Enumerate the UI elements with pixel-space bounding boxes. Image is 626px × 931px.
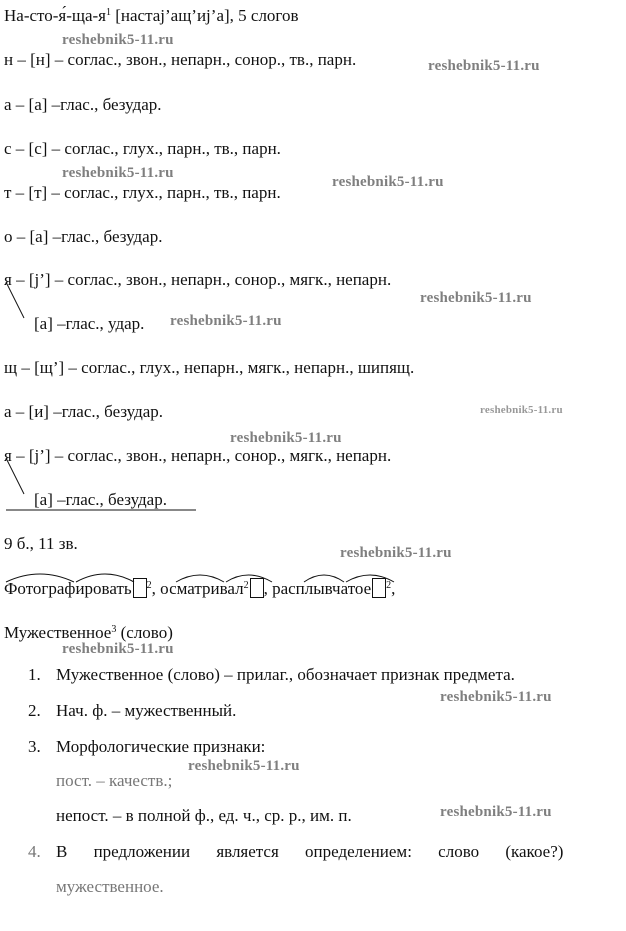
watermark: reshebnik5-11.ru — [420, 290, 532, 306]
separator: , — [263, 579, 268, 598]
morph-word: осматривал — [160, 579, 244, 598]
watermark: reshebnik5-11.ru — [332, 174, 444, 190]
item-number: 3. — [28, 737, 41, 756]
prefix-arc — [6, 574, 74, 582]
separator: , — [391, 579, 396, 598]
suffix-arc — [226, 575, 272, 582]
analysis-word: Мужественное — [4, 623, 112, 642]
footnote-1: 1 — [106, 7, 111, 18]
phonetic-line: а – [и] –глас., безудар. — [4, 402, 164, 421]
phonetic-line: а – [а] –глас., безудар. — [4, 95, 162, 114]
watermark: reshebnik5-11.ru — [480, 404, 563, 416]
phonetic-line: о – [а] –глас., безудар. — [4, 227, 163, 246]
item-text: пост. – качеств.; — [56, 771, 173, 790]
root-arc — [346, 575, 394, 582]
item-text: Морфологические признаки: — [56, 737, 266, 756]
footnote-2: 2 — [146, 580, 152, 591]
root-arc — [76, 574, 134, 582]
separator: , — [151, 579, 156, 598]
morph-word: Фотографировать — [4, 579, 132, 598]
analysis-title-rest: (слово) — [120, 623, 173, 642]
footnote-2: 2 — [386, 580, 392, 591]
word-syllables: На-сто-я́-ща-я — [4, 6, 106, 25]
item-text: Нач. ф. – мужественный. — [56, 701, 237, 720]
watermark: reshebnik5-11.ru — [62, 32, 174, 48]
watermark: reshebnik5-11.ru — [440, 804, 552, 820]
watermark: reshebnik5-11.ru — [62, 165, 174, 181]
footnote-3: 3 — [111, 624, 117, 635]
item-number: 2. — [28, 701, 41, 720]
footnote-2: 2 — [243, 580, 249, 591]
item-number: 4. — [28, 842, 41, 861]
watermark: reshebnik5-11.ru — [62, 641, 174, 657]
prefix-arc — [304, 575, 344, 582]
phonetic-line-sub: [а] –глас., удар. — [34, 314, 145, 333]
morph-word: расплывчатое — [272, 579, 372, 598]
branch-line — [6, 282, 24, 318]
summary: 9 б., 11 зв. — [4, 534, 78, 553]
phonetic-line: н – [н] – соглас., звон., непарн., сонор., тв., парн. — [4, 50, 357, 69]
watermark: reshebnik5-11.ru — [428, 58, 540, 74]
item-text: непост. – в полной ф., ед. ч., ср. р., им. п. — [56, 806, 352, 825]
watermark: reshebnik5-11.ru — [440, 689, 552, 705]
phonetic-line: т – [т] – соглас., глух., парн., тв., парн. — [4, 183, 281, 202]
item-text: мужественное. — [56, 877, 164, 896]
phonetic-line-sub: [а] –глас., безудар. — [34, 490, 167, 509]
item-number: 1. — [28, 665, 41, 684]
item-text: Мужественное (слово) – прилаг., обозначает признак предмета. — [56, 665, 515, 684]
watermark: reshebnik5-11.ru — [340, 545, 452, 561]
phonetic-line: щ – [щ’] – соглас., глух., непарн., мягк., непарн., шипящ. — [4, 358, 415, 377]
watermark: reshebnik5-11.ru — [230, 430, 342, 446]
watermark: reshebnik5-11.ru — [170, 313, 282, 329]
phonetic-line: я – [j’] – соглас., звон., непарн., сонор., мягк., непарн. — [4, 270, 392, 289]
phonetic-line: с – [с] – соглас., глух., парн., тв., парн. — [4, 139, 281, 158]
transcription: [настај’ащ’иј’а], 5 слогов — [115, 6, 299, 25]
root-arc — [176, 575, 224, 582]
branch-line — [6, 458, 24, 494]
watermark: reshebnik5-11.ru — [188, 758, 300, 774]
item-text: В предложении является определением: слово (какое?) — [56, 842, 564, 861]
phonetic-line: я – [j’] – соглас., звон., непарн., сонор., мягк., непарн. — [4, 446, 392, 465]
